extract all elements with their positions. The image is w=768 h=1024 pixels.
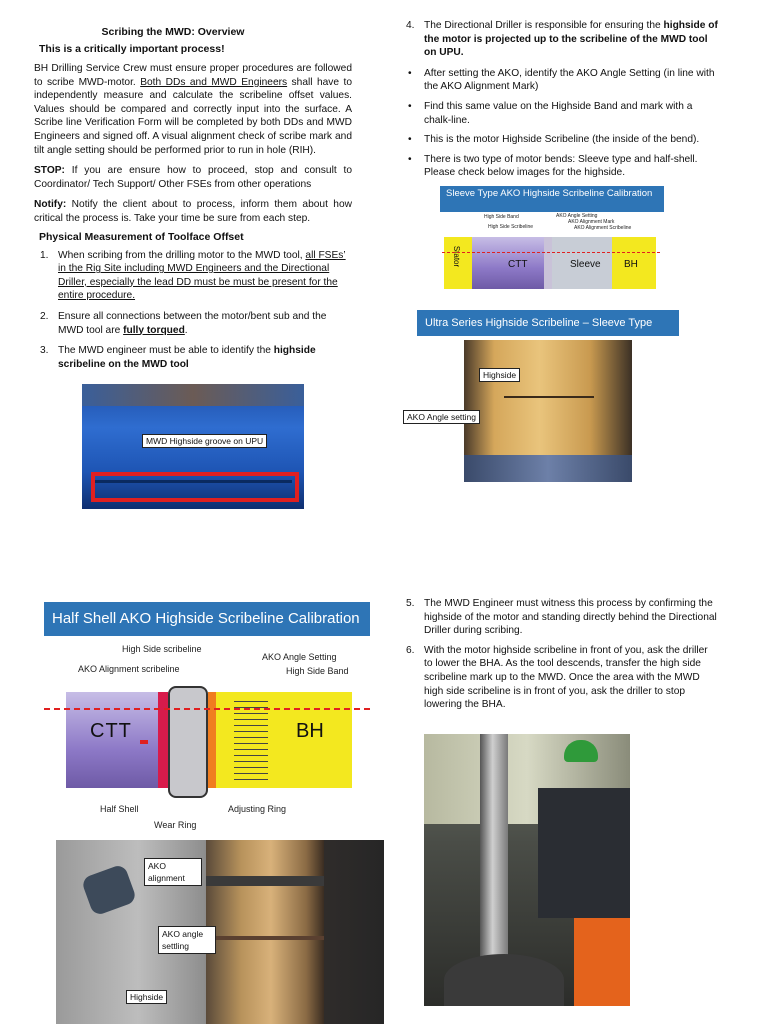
photo-ring xyxy=(206,876,324,886)
item-text-end: . xyxy=(184,324,188,336)
label-high-side-band: High Side Band xyxy=(286,666,349,676)
list-item xyxy=(400,19,718,60)
list-item xyxy=(34,249,352,303)
photo-tool-part xyxy=(81,863,138,916)
label-high-side-band: High Side Band xyxy=(484,214,519,220)
bullet-item xyxy=(400,153,718,180)
bullet-dot: • xyxy=(408,100,412,112)
item-text: The MWD Engineer must witness this process by confirming the highside of the motor and standing directly behind the Directional Driller during scribing. xyxy=(424,598,717,637)
bullet-text: This is the motor Highside Scribeline (the inside of the bend). xyxy=(424,134,700,146)
photo-background xyxy=(82,384,304,406)
ultra-series-figure xyxy=(407,310,679,482)
bullet-item xyxy=(400,67,718,94)
item-text: The MWD engineer must be able to identify the xyxy=(58,345,274,357)
list-item xyxy=(34,344,352,371)
ultra-highside-label: Highside xyxy=(479,368,520,382)
right-column xyxy=(400,19,718,180)
half-shell-ring xyxy=(158,692,168,788)
photo-worker-pants xyxy=(574,918,630,1006)
bullet-item xyxy=(400,100,718,127)
label-wear-ring: Wear Ring xyxy=(154,820,197,830)
label-ako-alignment-scribeline: AKO Alignment scribeline xyxy=(78,664,180,674)
steps-list-left xyxy=(34,249,352,372)
right-column-bottom xyxy=(400,597,718,712)
photo-rotary-table xyxy=(444,954,564,1006)
sleeve-type-diagram xyxy=(440,186,664,294)
stop-label: STOP: xyxy=(34,165,65,177)
label-sleeve: Sleeve xyxy=(570,259,601,270)
item-text-bold: fully torqued xyxy=(123,324,185,336)
intro-text-underlined: Both DDs and MWD Engineers xyxy=(140,76,288,88)
item-number: 1. xyxy=(40,249,49,261)
highlight-box xyxy=(91,472,299,502)
item-number: 4. xyxy=(406,20,415,31)
ultra-title: Ultra Series Highside Scribeline – Sleeve Type xyxy=(417,310,679,336)
label-ctt: CTT xyxy=(508,259,528,270)
bullet-dot: • xyxy=(408,134,412,146)
section-heading: Physical Measurement of Toolface Offset xyxy=(39,230,244,243)
scribeline-dashed xyxy=(442,252,660,253)
item-number: 5. xyxy=(406,598,415,609)
band-segment xyxy=(544,237,552,289)
intro-text-a: BH Drilling Service Crew must ensure proper procedures are followed to scribe MWD-motor. xyxy=(34,63,352,88)
notify-text: Notify the client about to process, inform them about how critical the process is. Take your time be sure from each step. xyxy=(34,199,352,224)
item-text-bold: highside scribeline on the MWD tool xyxy=(58,345,316,370)
list-item xyxy=(34,310,352,337)
label-high-side-scribeline: High Side Scribeline xyxy=(488,224,534,230)
notify-label: Notify: xyxy=(34,199,67,211)
ultra-ako-angle-label: AKO Angle setting xyxy=(403,410,480,424)
item-text-underlined: all FSEs’ in the Rig Site including MWD Engineers and the Directional Driller, especially the lead DD must be must be present for the entire procedure. xyxy=(58,249,346,302)
sleeve-diagram-title: Sleeve Type AKO Highside Scribeline Calibration xyxy=(440,186,664,212)
highside-label: Highside xyxy=(126,990,167,1004)
photo-ring-2 xyxy=(206,936,324,940)
item-text: Ensure all connections between the motor/bent sub and the MWD tool are xyxy=(58,310,327,336)
bullet-dot: • xyxy=(408,153,412,165)
rig-floor-photo xyxy=(424,734,630,1006)
label-high-side-scribeline: High Side scribeline xyxy=(122,644,202,654)
label-stator: Stator xyxy=(452,245,462,268)
half-shell-diagram xyxy=(44,600,370,836)
half-shell-title: Half Shell AKO Highside Scribeline Calibration xyxy=(44,602,370,636)
stop-paragraph xyxy=(34,164,352,191)
item-number: 3. xyxy=(40,345,49,357)
alignment-mark xyxy=(140,740,148,744)
label-ako-angle-setting: AKO Angle Setting xyxy=(262,652,337,662)
item-text: The Directional Driller is responsible for ensuring the xyxy=(424,20,664,31)
ultra-photo xyxy=(464,340,632,482)
label-ako-alignment-mark: AKO Alignment Mark xyxy=(568,219,615,225)
label-ako-alignment-scribeline: AKO Alignment Scribeline xyxy=(574,225,632,231)
photo-hardhat xyxy=(564,740,598,762)
photo-pipe xyxy=(206,840,324,1024)
page-title: Scribing the MWD: Overview xyxy=(101,26,245,38)
list-item xyxy=(400,644,718,712)
label-ako-angle-setting: AKO Angle Setting xyxy=(556,213,598,219)
bullet-text: After setting the AKO, identify the AKO Angle Setting (in line with the AKO Alignment Mark) xyxy=(424,67,715,93)
left-column xyxy=(34,26,352,371)
label-half-shell: Half Shell xyxy=(100,804,139,814)
list-item xyxy=(400,597,718,638)
half-shell-photo xyxy=(56,840,384,1024)
bullet-item xyxy=(400,133,718,147)
item-text: With the motor highside scribeline in front of you, ask the driller to lower the BHA. As the tool descends, transfer the high side scribeline mark up to the MWD. Once the area with the MWD high side scribeline is in front of you, ask the driller to stop lowering the BHA. xyxy=(424,644,708,711)
bullet-text: There is two type of motor bends: Sleeve type and half-shell. Please check below images for the highside. xyxy=(424,153,698,179)
mwd-highside-label: MWD Highside groove on UPU xyxy=(142,434,267,448)
ako-angle-settling-label: AKO angle settling xyxy=(158,926,216,954)
intro-text-c: shall have to independently measure and calculate the scribeline offset values. Values should be compared and correctly input into the surface. A Scribe line Verification Form will be completed by both DDs and MWD Engineers and signed off. A visual alignment check of scribe mark and tilt angle setting should be performed prior to run in hole (RIH). xyxy=(34,76,353,156)
label-ctt: CTT xyxy=(90,720,132,742)
bullet-list xyxy=(400,67,718,180)
scribeline-dashed xyxy=(44,708,370,710)
bullet-text: Find this same value on the Highside Band and mark with a chalk-line. xyxy=(424,100,693,126)
adjusting-ring xyxy=(208,692,216,788)
item-number: 2. xyxy=(40,310,49,322)
notify-paragraph xyxy=(34,198,352,225)
label-bh: BH xyxy=(624,259,638,270)
photo-scribe xyxy=(504,396,594,398)
item-text: When scribing from the drilling motor to the MWD tool, xyxy=(58,249,306,261)
photo-worker-jacket xyxy=(538,788,630,918)
mwd-tool-photo xyxy=(82,384,304,509)
ako-alignment-label: AKO alignment xyxy=(144,858,202,886)
label-bh: BH xyxy=(296,720,324,742)
photo-band xyxy=(464,455,632,482)
stop-text: If you are ensure how to proceed, stop and consult to Coordinator/ Tech Support/ Other FSEs from other operations xyxy=(34,165,352,190)
wear-ring xyxy=(168,686,208,798)
bullet-dot: • xyxy=(408,67,412,79)
label-adjusting-ring: Adjusting Ring xyxy=(228,804,287,814)
intro-paragraph xyxy=(34,62,352,157)
item-text-bold: highside of the motor is projected up to the scribeline of the MWD tool on UPU. xyxy=(424,20,718,59)
item-number: 6. xyxy=(406,644,415,656)
subtitle: This is a critically important process! xyxy=(39,43,225,55)
